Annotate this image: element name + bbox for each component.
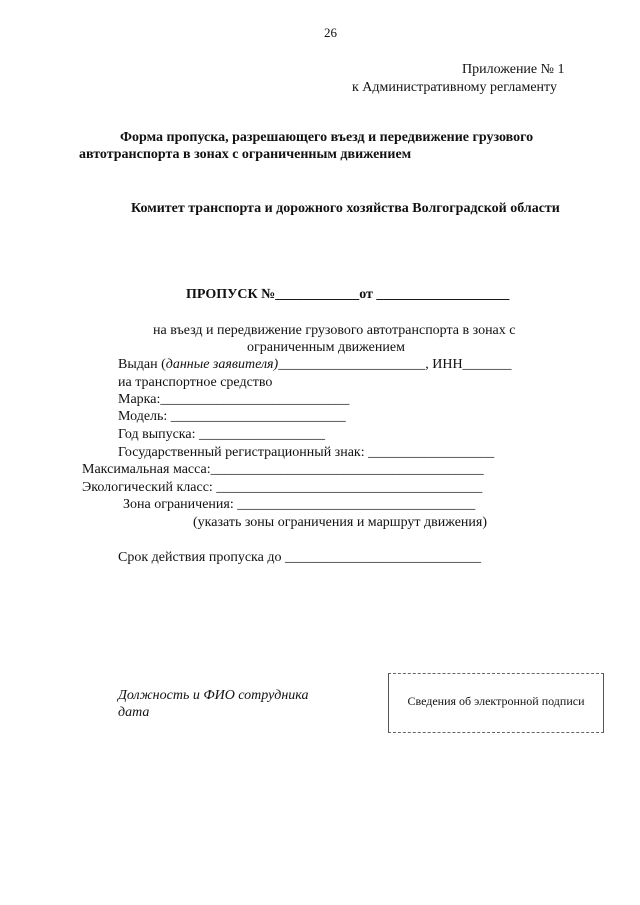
zone-field: Зона ограничения: __________________________________ [123, 497, 476, 512]
inn-field: _____________________, ИНН_______ [278, 357, 512, 372]
zone-hint: (указать зоны ограничения и маршрут движения) [193, 515, 488, 530]
page-number: 26 [324, 25, 337, 40]
pass-heading: ПРОПУСК №____________от ___________________ [186, 287, 510, 302]
date-label: дата [118, 705, 150, 720]
form-title-line1: Форма пропуска, разрешающего въезд и передвижение грузового [120, 130, 534, 145]
max-mass-field: Максимальная масса:_______________________________________ [82, 462, 484, 477]
eco-class-field: Экологический класс: ______________________________________ [82, 480, 483, 495]
e-signature-label: Сведения об электронной подписи [407, 694, 585, 708]
brand-field: Марка:___________________________ [118, 392, 350, 407]
applicant-data-label: данные заявителя) [165, 357, 279, 372]
validity-field: Срок действия пропуска до ____________________________ [118, 550, 481, 565]
appendix-reference: к Административному регламенту [352, 80, 557, 95]
year-field: Год выпуска: __________________ [118, 427, 325, 442]
vehicle-label: иа транспортное средство [118, 375, 273, 390]
e-signature-box [388, 673, 604, 733]
reg-sign-field: Государственный регистрационный знак: __________________ [118, 445, 495, 460]
appendix-number: Приложение № 1 [462, 62, 565, 77]
issued-to-field [118, 357, 512, 373]
model-field: Модель: _________________________ [118, 409, 346, 424]
purpose-line2: ограниченным движением [247, 340, 405, 355]
position-name-label: Должность и ФИО сотрудника [118, 688, 309, 703]
issued-to-label: Выдан ( [118, 357, 166, 372]
committee-name: Комитет транспорта и дорожного хозяйства Волгоградской области [131, 201, 560, 216]
purpose-line1: на въезд и передвижение грузового автотранспорта в зонах с [153, 323, 516, 338]
form-title-line2: автотранспорта в зонах с ограниченным движением [79, 147, 412, 162]
